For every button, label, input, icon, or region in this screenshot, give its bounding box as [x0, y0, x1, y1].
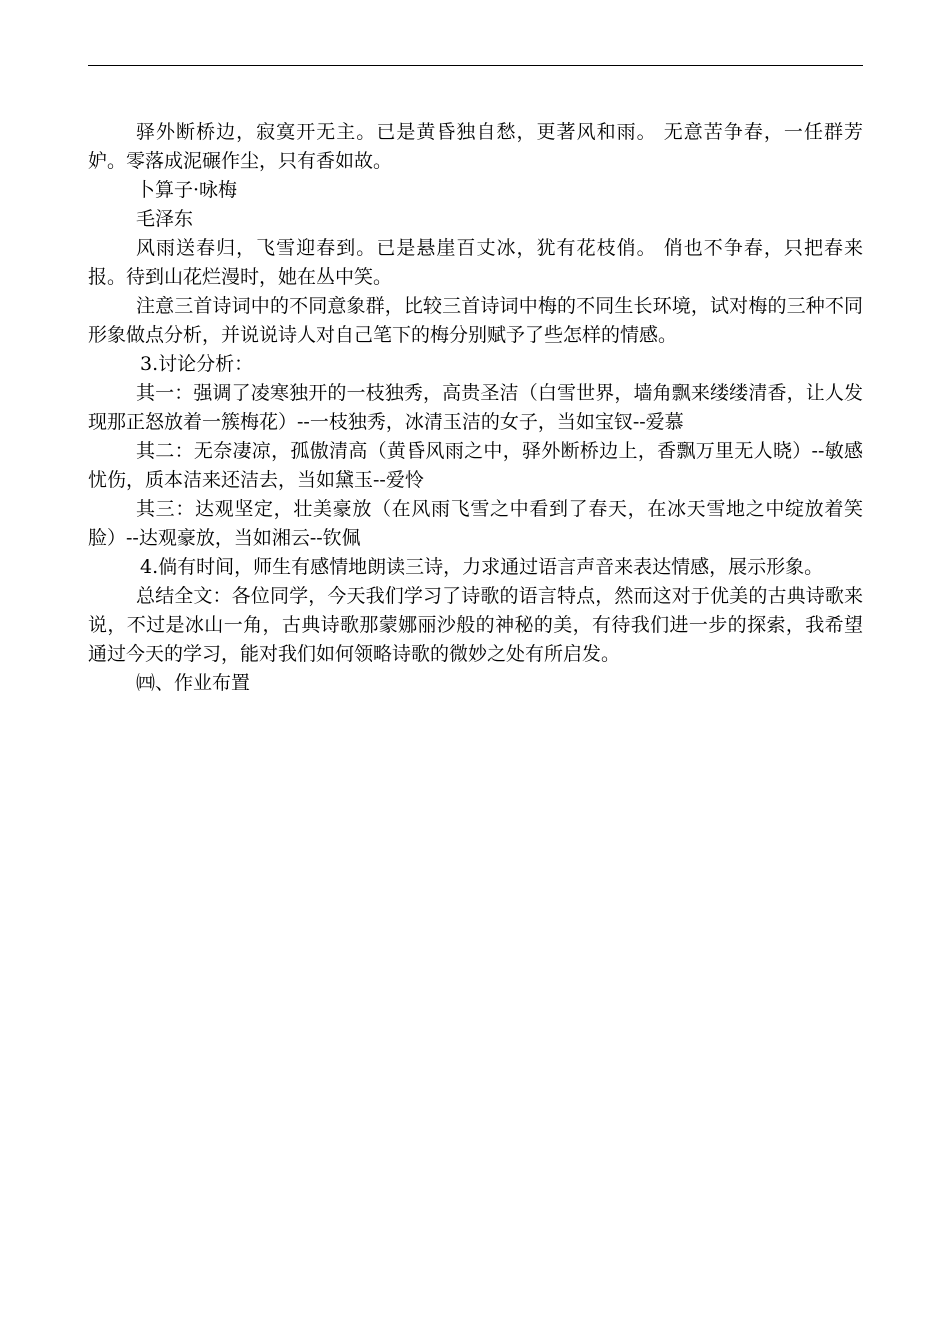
- poem-author-mao: 毛泽东: [136, 208, 194, 230]
- homework-heading: ㈣、作业布置: [136, 672, 251, 694]
- poem-lu-you-text: 驿外断桥边，寂寞开无主。已是黄昏独自愁，更著风和雨。 无意苦争春，一任群芳妒。零落成泥碾作尘，只有香如故。: [88, 121, 863, 172]
- analysis-one: 其一：强调了凌寒独开的一枝独秀，高贵圣洁（白雪世界，墙角飘来缕缕清香，让人发现那正怒放着一簇梅花）--一枝独秀，冰清玉洁的女子，当如宝钗--爱慕: [88, 382, 863, 433]
- poem-title-mao: 卜算子·咏梅: [136, 179, 238, 201]
- poem-mao-text: 风雨送春归，飞雪迎春到。已是悬崖百丈冰，犹有花枝俏。 俏也不争春，只把春来报。待到山花烂漫时，她在丛中笑。: [88, 237, 863, 288]
- document-body: [88, 118, 863, 698]
- analysis-three: 其三：达观坚定，壮美豪放（在风雨飞雪之中看到了春天，在冰天雪地之中绽放着笑脸）--达观豪放，当如湘云--钦佩: [88, 498, 863, 549]
- header-rule: [88, 65, 863, 66]
- analysis-two: 其二：无奈凄凉，孤傲清高（黄昏风雨之中，驿外断桥边上，香飘万里无人晓）--敏感忧伤，质本洁来还洁去，当如黛玉--爱怜: [88, 440, 863, 491]
- reading-step: 4.倘有时间，师生有感情地朗读三诗，力求通过语言声音来表达情感，展示形象。: [140, 556, 824, 578]
- instruction-paragraph: 注意三首诗词中的不同意象群，比较三首诗词中梅的不同生长环境，试对梅的三种不同形象做点分析，并说说诗人对自己笔下的梅分别赋予了些怎样的情感。: [88, 295, 863, 346]
- discussion-heading: 3.讨论分析：: [140, 353, 254, 375]
- summary-paragraph: 总结全文：各位同学，今天我们学习了诗歌的语言特点，然而这对于优美的古典诗歌来说，不过是冰山一角，古典诗歌那蒙娜丽沙般的神秘的美，有待我们进一步的探索，我希望通过今天的学习，能对我们如何领略诗歌的微妙之处有所启发。: [88, 585, 863, 665]
